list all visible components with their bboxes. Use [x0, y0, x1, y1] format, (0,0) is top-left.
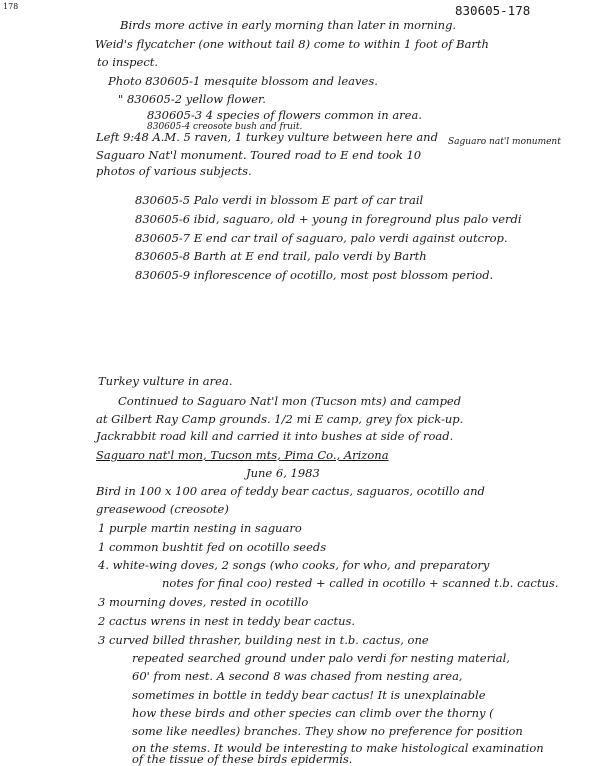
note-line: 830605-4 creosote bush and fruit. [147, 122, 303, 132]
note-line: Continued to Saguaro Nat'l mon (Tucson mts) and camped [118, 394, 462, 408]
note-line: Birds more active in early morning than later in morning. [120, 18, 457, 32]
species-entry-cont: 60' from nest. A second 8 was chased from nesting area, [132, 669, 463, 683]
page-number: 178 [3, 2, 19, 11]
photo-log-line: 830605-9 inflorescence of ocotillo, most post blossom period. [135, 268, 494, 282]
species-entry-cont: of the tissue of these birds epidermis. [132, 752, 353, 766]
note-line: Photo 830605-1 mesquite blossom and leaves. [108, 74, 378, 88]
species-entry: 4. white-wing doves, 2 songs (who cooks, for who, and preparatory [98, 558, 490, 572]
note-line: photos of various subjects. [96, 164, 252, 178]
species-entry: 3 mourning doves, rested in ocotillo [98, 595, 309, 609]
note-line: to inspect. [97, 55, 159, 69]
note-line: greasewood (creosote) [96, 502, 229, 516]
note-line: Jackrabbit road kill and carried it into bushes at side of road. [96, 429, 454, 443]
species-entry-cont: on the stems. It would be interesting to make histological examination [132, 741, 544, 755]
photo-log-line: 830605-7 E end car trail of saguaro, palo verdi against outcrop. [135, 231, 508, 245]
location-heading: Saguaro nat'l mon, Tucson mts, Pima Co., Arizona [96, 448, 389, 462]
species-entry-cont: some like needles) branches. They show no preference for position [132, 724, 523, 738]
species-entry: 1 common bushtit fed on ocotillo seeds [98, 540, 327, 554]
species-entry: 3 curved billed thrasher, building nest in t.b. cactus, one [98, 633, 429, 647]
photo-log-line: 830605-6 ibid, saguaro, old + young in foreground plus palo verdi [135, 212, 522, 226]
note-line: " 830605-2 yellow flower. [118, 92, 266, 106]
note-line: Left 9:48 A.M. 5 raven, 1 turkey vulture between here and [96, 130, 438, 144]
species-entry-cont: repeated searched ground under palo verdi for nesting material, [132, 651, 510, 665]
note-line: Bird in 100 x 100 area of teddy bear cactus, saguaros, ocotillo and [96, 484, 485, 498]
species-entry: 1 purple martin nesting in saguaro [98, 521, 302, 535]
note-line: 830605-3 4 species of flowers common in area. [147, 108, 422, 122]
photo-log-line: 830605-8 Barth at E end trail, palo verdi by Barth [135, 249, 427, 263]
species-entry-cont: sometimes in bottle in teddy bear cactus! It is unexplainable [132, 688, 486, 702]
photo-log-line: 830605-5 Palo verdi in blossom E part of car trail [135, 193, 424, 207]
insertion-note: Saguaro nat'l monument [448, 137, 561, 147]
note-line: Turkey vulture in area. [98, 374, 233, 388]
species-entry-cont: how these birds and other species can climb over the thorny ( [132, 706, 494, 720]
species-entry-cont: notes for final coo) rested + called in ocotillo + scanned t.b. cactus. [162, 576, 559, 590]
date-heading: June 6, 1983 [246, 466, 320, 480]
document-header-code: 830605-178 [455, 3, 531, 18]
note-line: Weid's flycatcher (one without tail 8) come to within 1 foot of Barth [95, 37, 489, 51]
note-line: at Gilbert Ray Camp grounds. 1/2 mi E camp, grey fox pick-up. [96, 412, 464, 426]
species-entry: 2 cactus wrens in nest in teddy bear cactus. [98, 614, 356, 628]
note-line: Saguaro Nat'l monument. Toured road to E end took 10 [96, 148, 422, 162]
